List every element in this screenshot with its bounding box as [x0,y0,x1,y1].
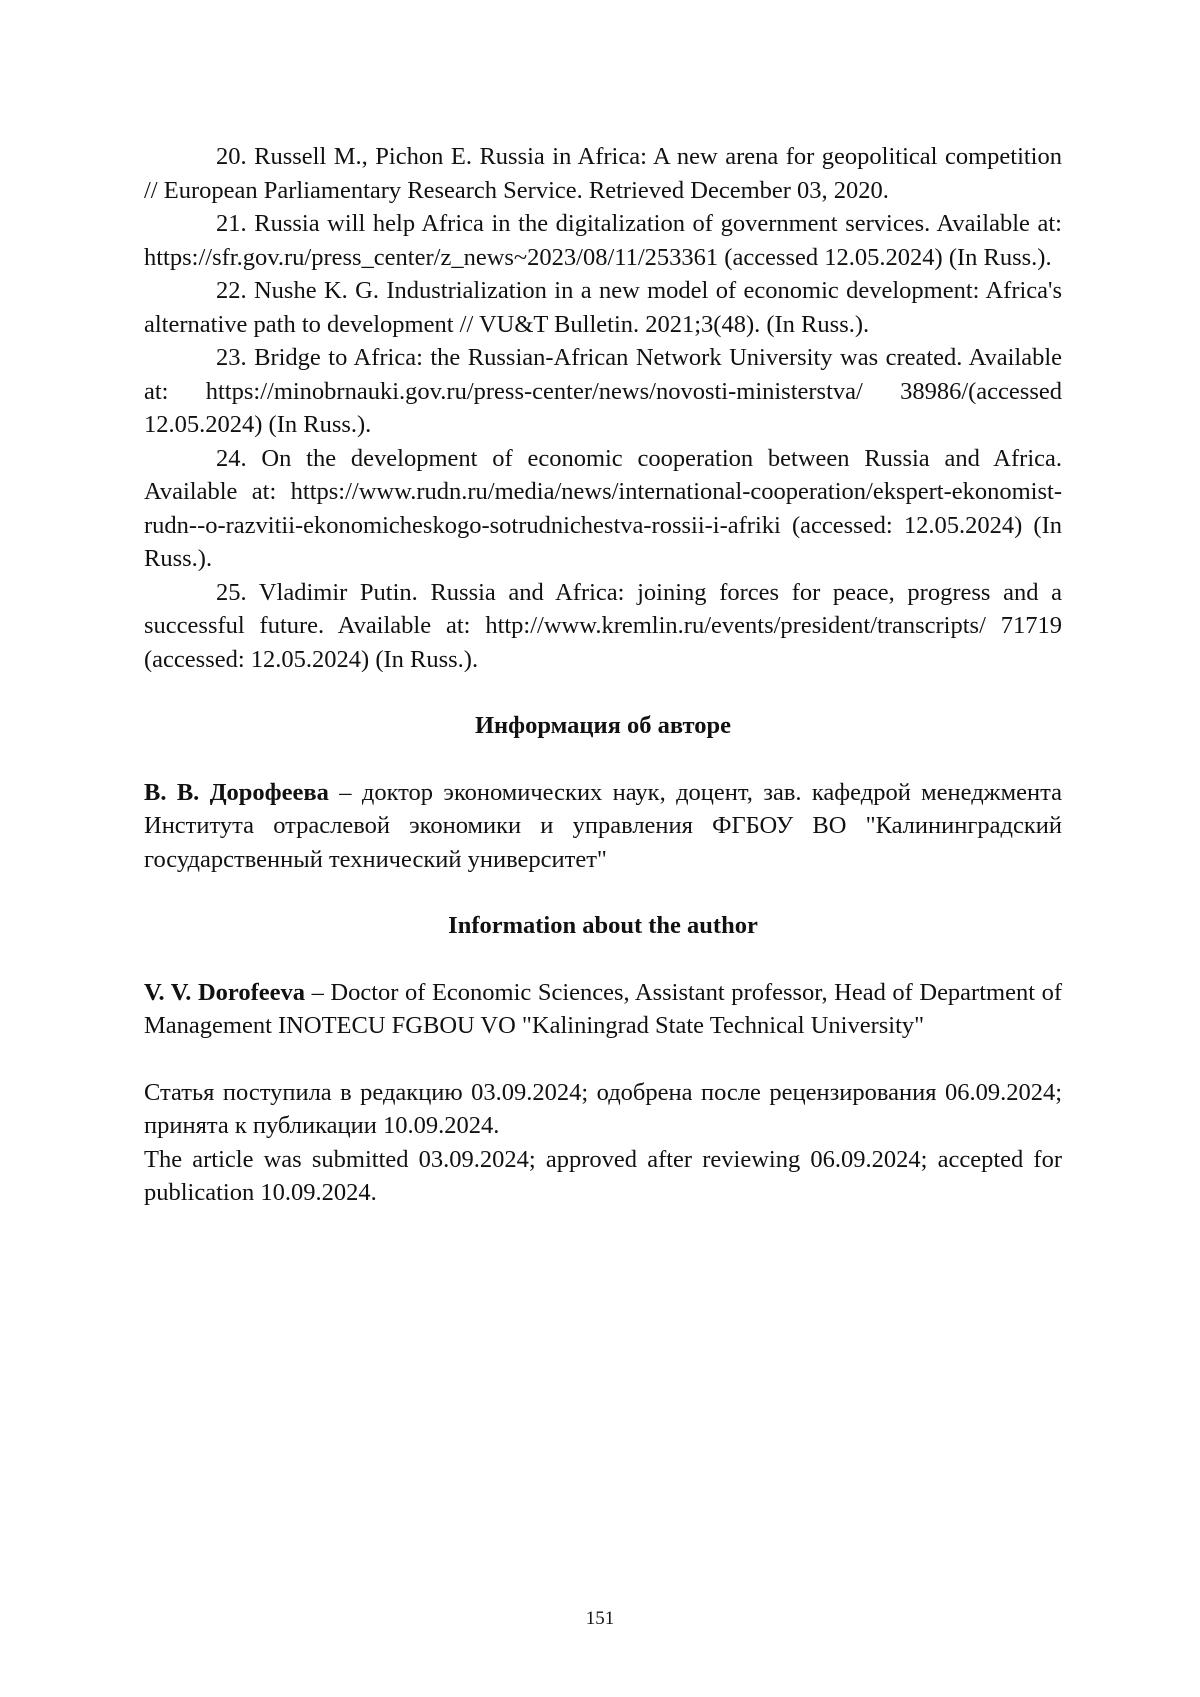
reference-item-23: 23. Bridge to Africa: the Russian-African Network University was created. Available at: https://minobrnauki.gov.ru/press-center/news/novosti-ministerstva/ 38986/(accessed 12.05.2024) (In Russ.). [144,344,1062,438]
page-content [144,140,1062,1210]
author-name-en: V. V. Dorofeeva [144,978,306,1006]
article-dates-ru: Статья поступила в редакцию 03.09.2024; одобрена после рецензирования 06.09.2024; принята к публикации 10.09.2024. [144,1078,1062,1139]
author-description-en: – Doctor of Economic Sciences, Assistant professor, Head of Department of Management INOTECU FGBOU VO "Kaliningrad State Technical University" [144,978,1062,1039]
reference-item-22: 22. Nushe K. G. Industrialization in a new model of economic development: Africa's alternative path to development // VU&T Bulletin. 2021;3(48). (In Russ.). [144,277,1062,338]
page-number: 151 [585,1608,615,1629]
reference-item-21: 21. Russia will help Africa in the digitalization of government services. Available at: https://sfr.gov.ru/press_center/z_news~2023/08/11/253361 (accessed 12.05.2024) (In Russ.). [144,210,1062,271]
author-info-heading-ru: Информация об авторе [475,712,731,739]
reference-item-20: 20. Russell M., Pichon E. Russia in Africa: A new arena for geopolitical competition // European Parliamentary Research Service. Retrieved December 03, 2020. [144,143,1062,204]
author-info-en [144,976,1062,1043]
reference-list [144,140,1062,676]
author-info-ru [144,776,1062,877]
author-info-heading-en: Information about the author [448,912,758,939]
author-description-ru: – доктор экономических наук, доцент, зав. кафедрой менеджмента Института отраслевой экономики и управления ФГБОУ ВО "Калининградский государственный технический университет" [144,778,1062,873]
author-name-ru: В. В. Дорофеева [144,778,329,806]
reference-item-25: 25. Vladimir Putin. Russia and Africa: joining forces for peace, progress and a successful future. Available at: http://www.kremlin.ru/events/president/transcripts/ 71719 (accessed: 12.05.2024) (In Russ.). [144,578,1062,673]
article-dates-en: The article was submitted 03.09.2024; approved after reviewing 06.09.2024; accepted for publication 10.09.2024. [144,1145,1062,1206]
reference-item-24: 24. On the development of economic cooperation between Russia and Africa. Available at: https://www.rudn.ru/media/news/international-cooperation/ekspert-ekonomist-rudn--o-razvitii-ekonomicheskogo-sotrudnichestva-rossii-i-afriki (accessed: 12.05.2024) (In Russ.). [144,444,1062,572]
